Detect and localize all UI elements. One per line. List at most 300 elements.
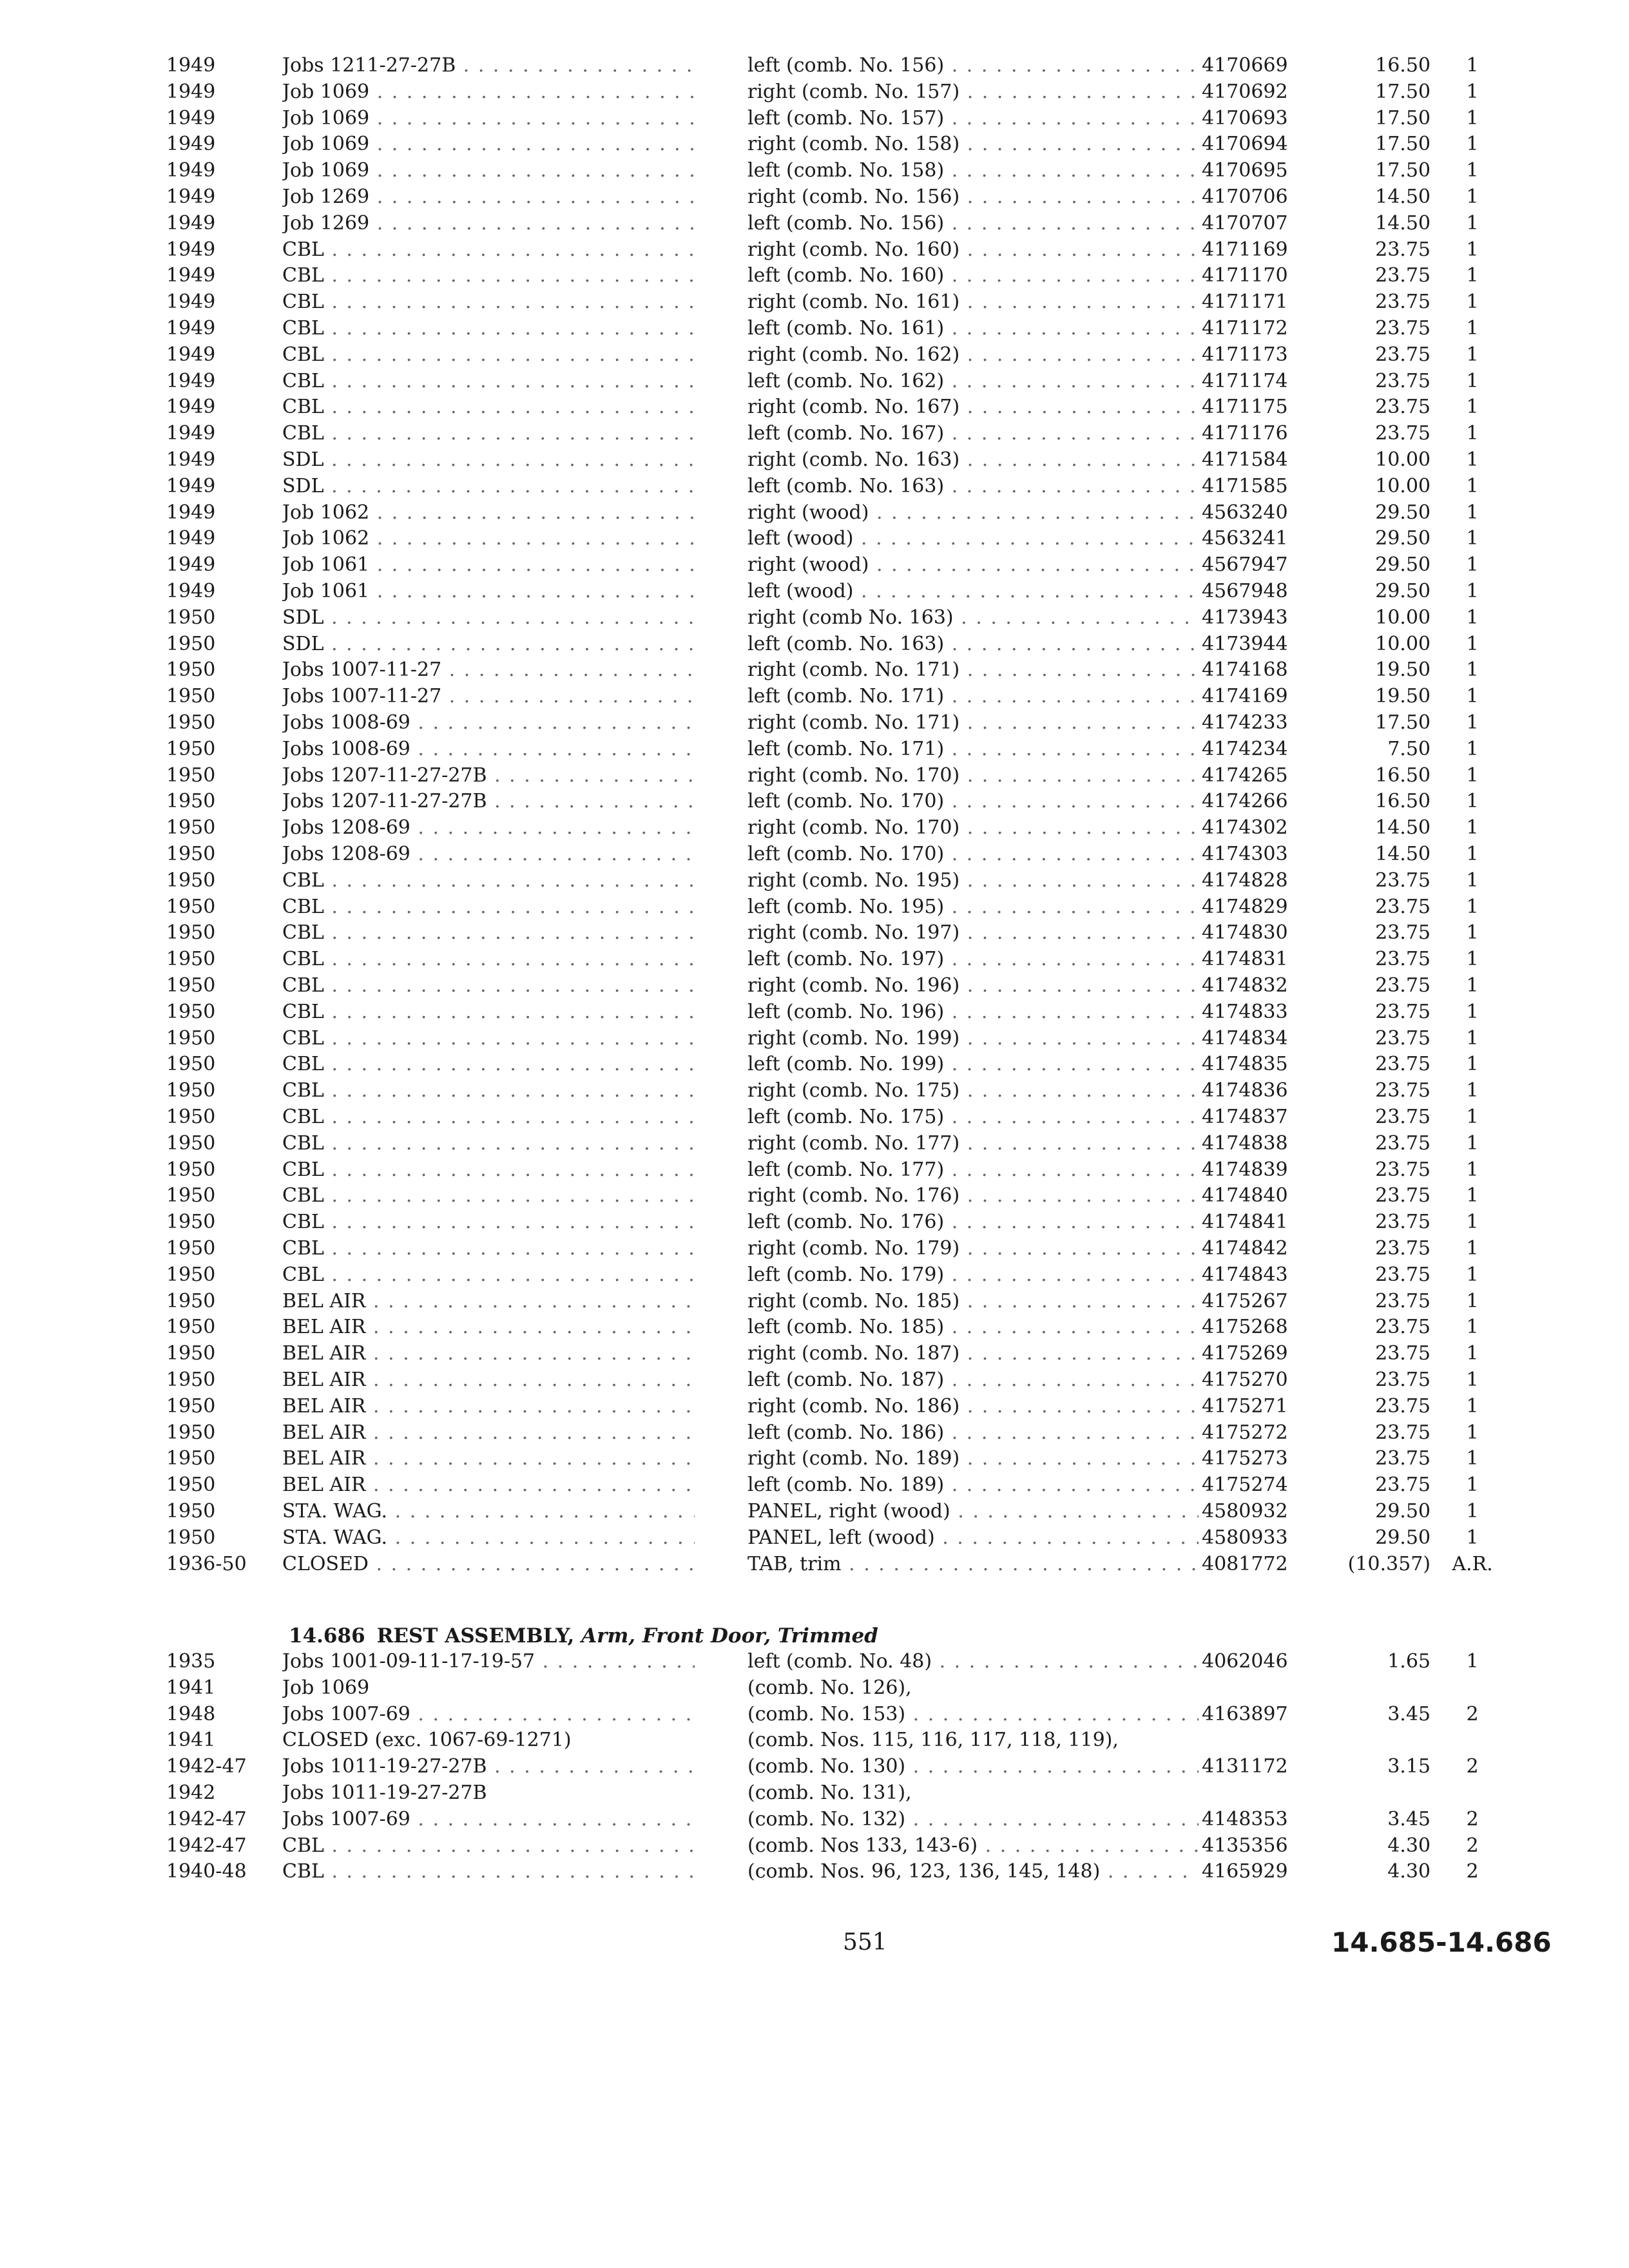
cell-desc: right (wood) . . . — [747, 552, 1199, 578]
cell-qty: 1 — [1466, 1079, 1479, 1102]
cell-qty: 1 — [1466, 1237, 1479, 1260]
table-row — [0, 1078, 1629, 1104]
cell-price: 23.75 — [1375, 1316, 1431, 1339]
cell-qty: 1 — [1466, 343, 1479, 366]
cell-part: 4171169 — [1202, 238, 1288, 261]
table-row — [0, 894, 1629, 920]
cell-model: Jobs 1007-11-27 . . . — [282, 657, 695, 683]
cell-price: 17.50 — [1375, 80, 1431, 103]
cell-qty: 1 — [1466, 133, 1479, 156]
cell-year: 1950 — [166, 764, 216, 787]
table-row — [0, 657, 1629, 683]
cell-year: 1949 — [166, 553, 216, 577]
cell-desc: right (comb. No. 156) . . . — [747, 184, 1199, 210]
cell-part: 4174843 — [1202, 1263, 1288, 1286]
cell-price: 3.15 — [1387, 1755, 1431, 1778]
cell-price: 23.75 — [1375, 1131, 1431, 1155]
cell-model: Jobs 1008-69 . . . — [282, 710, 695, 736]
cell-desc: right (comb. No. 187) . . . — [747, 1341, 1199, 1367]
cell-part: 4174835 — [1202, 1053, 1288, 1076]
table-row — [0, 789, 1629, 814]
cell-part: 4170694 — [1202, 133, 1288, 156]
cell-qty: 1 — [1466, 1131, 1479, 1155]
cell-model: CBL . . . — [282, 316, 695, 341]
cell-year: 1950 — [166, 948, 216, 971]
cell-price: 23.75 — [1375, 1079, 1431, 1102]
table-row — [0, 1472, 1629, 1498]
table-row — [0, 736, 1629, 762]
cell-part: 4174830 — [1202, 921, 1288, 945]
table-row — [0, 1649, 1629, 1675]
cell-price: 23.75 — [1375, 343, 1431, 366]
cell-qty: 1 — [1466, 396, 1479, 419]
cell-qty: 2 — [1466, 1860, 1479, 1883]
cell-price: 23.75 — [1375, 1053, 1431, 1076]
cell-qty: 1 — [1466, 737, 1479, 760]
cell-qty: 1 — [1466, 580, 1479, 602]
cell-price: 23.75 — [1375, 869, 1431, 892]
table-row — [0, 868, 1629, 894]
cell-year: 1950 — [166, 1369, 216, 1391]
cell-price: 23.75 — [1375, 369, 1431, 392]
cell-year: 1950 — [166, 1158, 216, 1181]
cell-model: SDL . . . — [282, 447, 695, 473]
cell-desc: left (comb. No. 160) . . . — [747, 263, 1199, 289]
cell-qty: 1 — [1466, 186, 1479, 208]
cell-year: 1950 — [166, 711, 216, 734]
cell-price: 23.75 — [1375, 1369, 1431, 1391]
cell-desc: (comb. No. 131), — [747, 1782, 912, 1804]
cell-model: CBL . . . — [282, 1157, 695, 1183]
cell-year: 1940-48 — [166, 1860, 247, 1883]
cell-model: CBL . . . — [282, 394, 695, 420]
cell-part: 4175271 — [1202, 1394, 1288, 1418]
cell-price: 10.00 — [1375, 474, 1431, 497]
cell-desc: right (comb. No. 199) . . . — [747, 1026, 1199, 1052]
cell-model: Job 1269 . . . — [282, 184, 695, 210]
cell-model: CLOSED . . . — [282, 1552, 695, 1577]
cell-qty: 1 — [1466, 1211, 1479, 1234]
table-row — [0, 552, 1629, 578]
cell-part: 4580933 — [1202, 1526, 1288, 1549]
cell-part: 4175268 — [1202, 1316, 1288, 1339]
cell-year: 1949 — [166, 474, 216, 497]
cell-year: 1949 — [166, 422, 216, 445]
cell-price: 17.50 — [1375, 133, 1431, 156]
cell-year: 1949 — [166, 186, 216, 208]
cell-price: 23.75 — [1375, 1000, 1431, 1023]
cell-desc: left (comb. No. 185) . . . — [747, 1314, 1199, 1340]
cell-price: 3.45 — [1387, 1807, 1431, 1831]
table-row — [0, 1675, 1629, 1701]
cell-qty: 1 — [1466, 264, 1479, 287]
cell-model: Job 1069 . . . — [282, 158, 695, 184]
cell-part: 4174840 — [1202, 1184, 1288, 1207]
cell-part: 4174233 — [1202, 711, 1288, 734]
cell-model: SDL . . . — [282, 605, 695, 631]
cell-desc: left (comb. No. 196) . . . — [747, 999, 1199, 1025]
cell-year: 1949 — [166, 580, 216, 602]
cell-qty: 1 — [1466, 553, 1479, 577]
cell-price: 23.75 — [1375, 1394, 1431, 1418]
cell-part: 4171172 — [1202, 317, 1288, 340]
cell-model: CBL . . . — [282, 289, 695, 315]
table-row — [0, 1780, 1629, 1806]
cell-price: 23.75 — [1375, 1447, 1431, 1470]
cell-desc: right (comb. No. 195) . . . — [747, 868, 1199, 894]
cell-year: 1949 — [166, 133, 216, 156]
cell-desc: left (comb. No. 199) . . . — [747, 1052, 1199, 1077]
cell-qty: 1 — [1466, 1158, 1479, 1181]
table-row — [0, 1262, 1629, 1288]
cell-price: 19.50 — [1375, 658, 1431, 682]
cell-price: 29.50 — [1375, 553, 1431, 577]
cell-part: 4174832 — [1202, 974, 1288, 997]
cell-qty: 1 — [1466, 685, 1479, 708]
cell-qty: 1 — [1466, 1500, 1479, 1523]
cell-year: 1950 — [166, 1263, 216, 1286]
cell-part: 4175274 — [1202, 1474, 1288, 1497]
cell-desc: right (comb. No. 171) . . . — [747, 657, 1199, 683]
cell-year: 1949 — [166, 211, 216, 235]
cell-year: 1950 — [166, 1237, 216, 1260]
cell-price: 16.50 — [1375, 54, 1431, 77]
cell-model: SDL . . . — [282, 631, 695, 657]
cell-model: CBL . . . — [282, 868, 695, 894]
cell-desc: left (comb. No. 171) . . . — [747, 684, 1199, 709]
table-row — [0, 421, 1629, 447]
table-row — [0, 237, 1629, 263]
cell-desc: right (comb. No. 163) . . . — [747, 447, 1199, 473]
cell-desc: left (comb. No. 176) . . . — [747, 1209, 1199, 1235]
cell-year: 1950 — [166, 1342, 216, 1365]
cell-desc: right (comb. No. 170) . . . — [747, 815, 1199, 841]
cell-part: 4174828 — [1202, 869, 1288, 892]
cell-desc: left (comb. No. 157) . . . — [747, 106, 1199, 131]
cell-year: 1950 — [166, 606, 216, 629]
cell-price: 4.30 — [1387, 1834, 1431, 1857]
cell-qty: 1 — [1466, 711, 1479, 734]
cell-model: CBL . . . — [282, 999, 695, 1025]
cell-model: SDL . . . — [282, 474, 695, 499]
cell-qty: 1 — [1466, 974, 1479, 997]
table-row — [0, 1727, 1629, 1753]
cell-year: 1949 — [166, 448, 216, 471]
cell-qty: 1 — [1466, 369, 1479, 392]
cell-price: 4.30 — [1387, 1860, 1431, 1883]
cell-year: 1950 — [166, 1394, 216, 1418]
cell-part: 4580932 — [1202, 1500, 1288, 1523]
cell-year: 1949 — [166, 343, 216, 366]
cell-desc: right (comb. No. 186) . . . — [747, 1394, 1199, 1419]
cell-qty: 2 — [1466, 1702, 1479, 1725]
cell-part: 4171585 — [1202, 474, 1288, 497]
cell-price: 29.50 — [1375, 501, 1431, 524]
table-row — [0, 1131, 1629, 1157]
table-row — [0, 526, 1629, 552]
cell-price: 23.75 — [1375, 264, 1431, 287]
cell-model: Jobs 1007-69 . . . — [282, 1702, 695, 1727]
table-row — [0, 579, 1629, 604]
table-row — [0, 289, 1629, 315]
cell-desc: (comb. Nos 133, 143-6) . . . — [747, 1833, 1199, 1859]
cell-price: 23.75 — [1375, 1263, 1431, 1286]
cell-price: 23.75 — [1375, 1211, 1431, 1234]
cell-year: 1950 — [166, 1184, 216, 1207]
table-row — [0, 947, 1629, 972]
cell-qty: 1 — [1466, 54, 1479, 77]
cell-part: 4175269 — [1202, 1342, 1288, 1365]
table-row — [0, 684, 1629, 709]
cell-year: 1950 — [166, 816, 216, 840]
cell-qty: 1 — [1466, 1394, 1479, 1418]
cell-price: 23.75 — [1375, 1474, 1431, 1497]
cell-desc: right (comb. No. 157) . . . — [747, 79, 1199, 105]
cell-year: 1942-47 — [166, 1807, 247, 1831]
cell-qty: 1 — [1466, 1369, 1479, 1391]
cell-desc: (comb. No. 126), — [747, 1676, 912, 1699]
table-row — [0, 1499, 1629, 1524]
cell-part: 4174842 — [1202, 1237, 1288, 1260]
cell-desc: right (comb. No. 177) . . . — [747, 1131, 1199, 1157]
table-row — [0, 710, 1629, 736]
table-row — [0, 53, 1629, 79]
cell-qty: 1 — [1466, 816, 1479, 840]
cell-year: 1950 — [166, 921, 216, 945]
cell-desc: right (comb. No. 176) . . . — [747, 1183, 1199, 1209]
cell-price: 23.75 — [1375, 948, 1431, 971]
cell-part: 4081772 — [1202, 1552, 1288, 1575]
cell-desc: right (comb No. 163) . . . — [747, 605, 1199, 631]
cell-qty: 1 — [1466, 1184, 1479, 1207]
cell-year: 1936-50 — [166, 1552, 247, 1575]
cell-year: 1950 — [166, 1211, 216, 1234]
cell-part: 4174836 — [1202, 1079, 1288, 1102]
cell-qty: 2 — [1466, 1834, 1479, 1857]
section-number: 14.686 — [289, 1624, 365, 1648]
cell-qty: 1 — [1466, 1289, 1479, 1312]
cell-part: 4174265 — [1202, 764, 1288, 787]
cell-price: 14.50 — [1375, 186, 1431, 208]
table-row — [0, 1859, 1629, 1885]
cell-desc: PANEL, right (wood) . . . — [747, 1499, 1199, 1524]
cell-desc: left (comb. No. 179) . . . — [747, 1262, 1199, 1288]
cell-model: CBL . . . — [282, 1052, 695, 1077]
cell-part: 4171173 — [1202, 343, 1288, 366]
cell-desc: left (comb. No. 171) . . . — [747, 736, 1199, 762]
cell-desc: right (comb. No. 185) . . . — [747, 1289, 1199, 1314]
cell-part: 4174303 — [1202, 843, 1288, 865]
cell-model: CBL . . . — [282, 421, 695, 447]
cell-year: 1950 — [166, 1500, 216, 1523]
cell-year: 1950 — [166, 1421, 216, 1444]
cell-price: 10.00 — [1375, 448, 1431, 471]
cell-desc: (comb. Nos. 96, 123, 136, 145, 148) . . . — [747, 1859, 1199, 1885]
table-row — [0, 158, 1629, 184]
cell-qty: 1 — [1466, 1650, 1479, 1673]
cell-part: 4175272 — [1202, 1421, 1288, 1444]
cell-part: 4171175 — [1202, 396, 1288, 419]
cell-desc: right (comb. No. 170) . . . — [747, 763, 1199, 789]
cell-year: 1950 — [166, 1474, 216, 1497]
cell-model: CBL . . . — [282, 263, 695, 289]
cell-qty: 1 — [1466, 1106, 1479, 1128]
cell-model: Jobs 1207-11-27-27B . . . — [282, 763, 695, 789]
cell-qty: 1 — [1466, 869, 1479, 892]
cell-desc: left (comb. No. 189) . . . — [747, 1472, 1199, 1498]
table-row — [0, 841, 1629, 867]
cell-desc: right (comb. No. 158) . . . — [747, 131, 1199, 157]
cell-part: 4174234 — [1202, 737, 1288, 760]
cell-year: 1950 — [166, 1289, 216, 1312]
table-row — [0, 1236, 1629, 1262]
table-row — [0, 1314, 1629, 1340]
cell-price: 23.75 — [1375, 1237, 1431, 1260]
table-row — [0, 79, 1629, 105]
cell-price: 1.65 — [1387, 1650, 1431, 1673]
cell-part: 4171170 — [1202, 264, 1288, 287]
cell-price: 17.50 — [1375, 159, 1431, 182]
cell-desc: left (comb. No. 156) . . . — [747, 211, 1199, 236]
cell-model: Jobs 1208-69 . . . — [282, 841, 695, 867]
cell-model: Jobs 1007-69 . . . — [282, 1807, 695, 1832]
cell-part: 4174169 — [1202, 685, 1288, 708]
section-title-bold: REST ASSEMBLY, — [376, 1624, 575, 1648]
table-row — [0, 447, 1629, 473]
cell-qty: 1 — [1466, 1053, 1479, 1076]
cell-model: CBL . . . — [282, 369, 695, 394]
cell-model: CBL . . . — [282, 342, 695, 368]
cell-price: 3.45 — [1387, 1702, 1431, 1725]
cell-part: 4174834 — [1202, 1026, 1288, 1050]
table-row — [0, 394, 1629, 420]
cell-price: 16.50 — [1375, 790, 1431, 813]
cell-year: 1950 — [166, 1106, 216, 1128]
cell-part: 4174829 — [1202, 895, 1288, 918]
cell-model: CLOSED (exc. 1067-69-1271) — [282, 1729, 572, 1752]
cell-qty: 1 — [1466, 1526, 1479, 1549]
cell-part: 4175273 — [1202, 1447, 1288, 1470]
cell-part: 4170692 — [1202, 80, 1288, 103]
cell-year: 1935 — [166, 1650, 216, 1673]
table-row — [0, 1420, 1629, 1446]
cell-desc: right (comb. No. 197) . . . — [747, 920, 1199, 946]
cell-model: CBL . . . — [282, 1078, 695, 1104]
cell-year: 1950 — [166, 1079, 216, 1102]
cell-year: 1949 — [166, 54, 216, 77]
cell-desc: right (comb. No. 162) . . . — [747, 342, 1199, 368]
cell-model: Jobs 1207-11-27-27B . . . — [282, 789, 695, 814]
cell-model: CBL . . . — [282, 1026, 695, 1052]
cell-price: 16.50 — [1375, 764, 1431, 787]
cell-desc: left (comb. No. 48) . . . — [747, 1649, 1199, 1675]
table-row — [0, 1183, 1629, 1209]
cell-part: 4567947 — [1202, 553, 1288, 577]
cell-desc: left (comb. No. 170) . . . — [747, 789, 1199, 814]
cell-part: 4170706 — [1202, 186, 1288, 208]
table-row — [0, 1552, 1629, 1577]
cell-desc: left (comb. No. 186) . . . — [747, 1420, 1199, 1446]
cell-desc: right (wood) . . . — [747, 500, 1199, 526]
cell-part: 4062046 — [1202, 1650, 1288, 1673]
cell-qty: 1 — [1466, 474, 1479, 497]
table-row — [0, 131, 1629, 157]
cell-price: 17.50 — [1375, 711, 1431, 734]
cell-price: 23.75 — [1375, 291, 1431, 314]
cell-price: (10.357) — [1347, 1552, 1431, 1575]
section-title-rest: Arm, Front Door, Trimmed — [581, 1624, 878, 1648]
cell-part: 4165929 — [1202, 1860, 1288, 1883]
cell-price: 23.75 — [1375, 895, 1431, 918]
cell-part: 4563240 — [1202, 501, 1288, 524]
table-row — [0, 369, 1629, 394]
cell-desc: left (comb. No. 158) . . . — [747, 158, 1199, 184]
cell-part: 4174838 — [1202, 1131, 1288, 1155]
cell-model: Job 1062 . . . — [282, 526, 695, 552]
cell-price: 29.50 — [1375, 527, 1431, 550]
table-row — [0, 316, 1629, 341]
cell-year: 1950 — [166, 843, 216, 865]
cell-qty: 1 — [1466, 658, 1479, 682]
cell-qty: 1 — [1466, 501, 1479, 524]
cell-part: 4170707 — [1202, 211, 1288, 235]
cell-desc: left (comb. No. 175) . . . — [747, 1104, 1199, 1130]
cell-model: CBL . . . — [282, 1859, 695, 1885]
cell-desc: right (comb. No. 196) . . . — [747, 973, 1199, 999]
cell-model: BEL AIR . . . — [282, 1394, 695, 1419]
cell-part: 4174833 — [1202, 1000, 1288, 1023]
cell-year: 1950 — [166, 869, 216, 892]
cell-desc: (comb. No. 130) . . . — [747, 1754, 1199, 1780]
cell-year: 1949 — [166, 80, 216, 103]
cell-desc: left (comb. No. 195) . . . — [747, 894, 1199, 920]
table-row — [0, 1833, 1629, 1859]
cell-year: 1949 — [166, 527, 216, 550]
table-row — [0, 474, 1629, 499]
cell-year: 1949 — [166, 264, 216, 287]
cell-qty: 1 — [1466, 1000, 1479, 1023]
cell-model: BEL AIR . . . — [282, 1314, 695, 1340]
cell-part: 4171174 — [1202, 369, 1288, 392]
table-row — [0, 106, 1629, 131]
cell-model: Jobs 1011-19-27-27B . . . — [282, 1754, 695, 1780]
table-row — [0, 920, 1629, 946]
cell-part: 4567948 — [1202, 580, 1288, 602]
cell-part: 4175270 — [1202, 1369, 1288, 1391]
cell-year: 1950 — [166, 658, 216, 682]
cell-price: 7.50 — [1387, 737, 1431, 760]
cell-model: STA. WAG. . . . — [282, 1525, 695, 1551]
cell-model: Jobs 1001-09-11-17-19-57 . . . — [282, 1649, 695, 1675]
cell-year: 1941 — [166, 1676, 216, 1699]
cell-qty: 1 — [1466, 764, 1479, 787]
cell-model: Job 1061 . . . — [282, 552, 695, 578]
cell-model: BEL AIR . . . — [282, 1289, 695, 1314]
cell-model: BEL AIR . . . — [282, 1367, 695, 1393]
cell-price: 23.75 — [1375, 422, 1431, 445]
cell-part: 4174266 — [1202, 790, 1288, 813]
cell-price: 23.75 — [1375, 238, 1431, 261]
cell-part: 4174841 — [1202, 1211, 1288, 1234]
cell-model: CBL . . . — [282, 894, 695, 920]
cell-qty: 1 — [1466, 527, 1479, 550]
cell-qty: 1 — [1466, 843, 1479, 865]
table-row — [0, 211, 1629, 236]
table-row — [0, 500, 1629, 526]
cell-qty: 2 — [1466, 1755, 1479, 1778]
cell-year: 1949 — [166, 106, 216, 130]
cell-qty: 1 — [1466, 895, 1479, 918]
